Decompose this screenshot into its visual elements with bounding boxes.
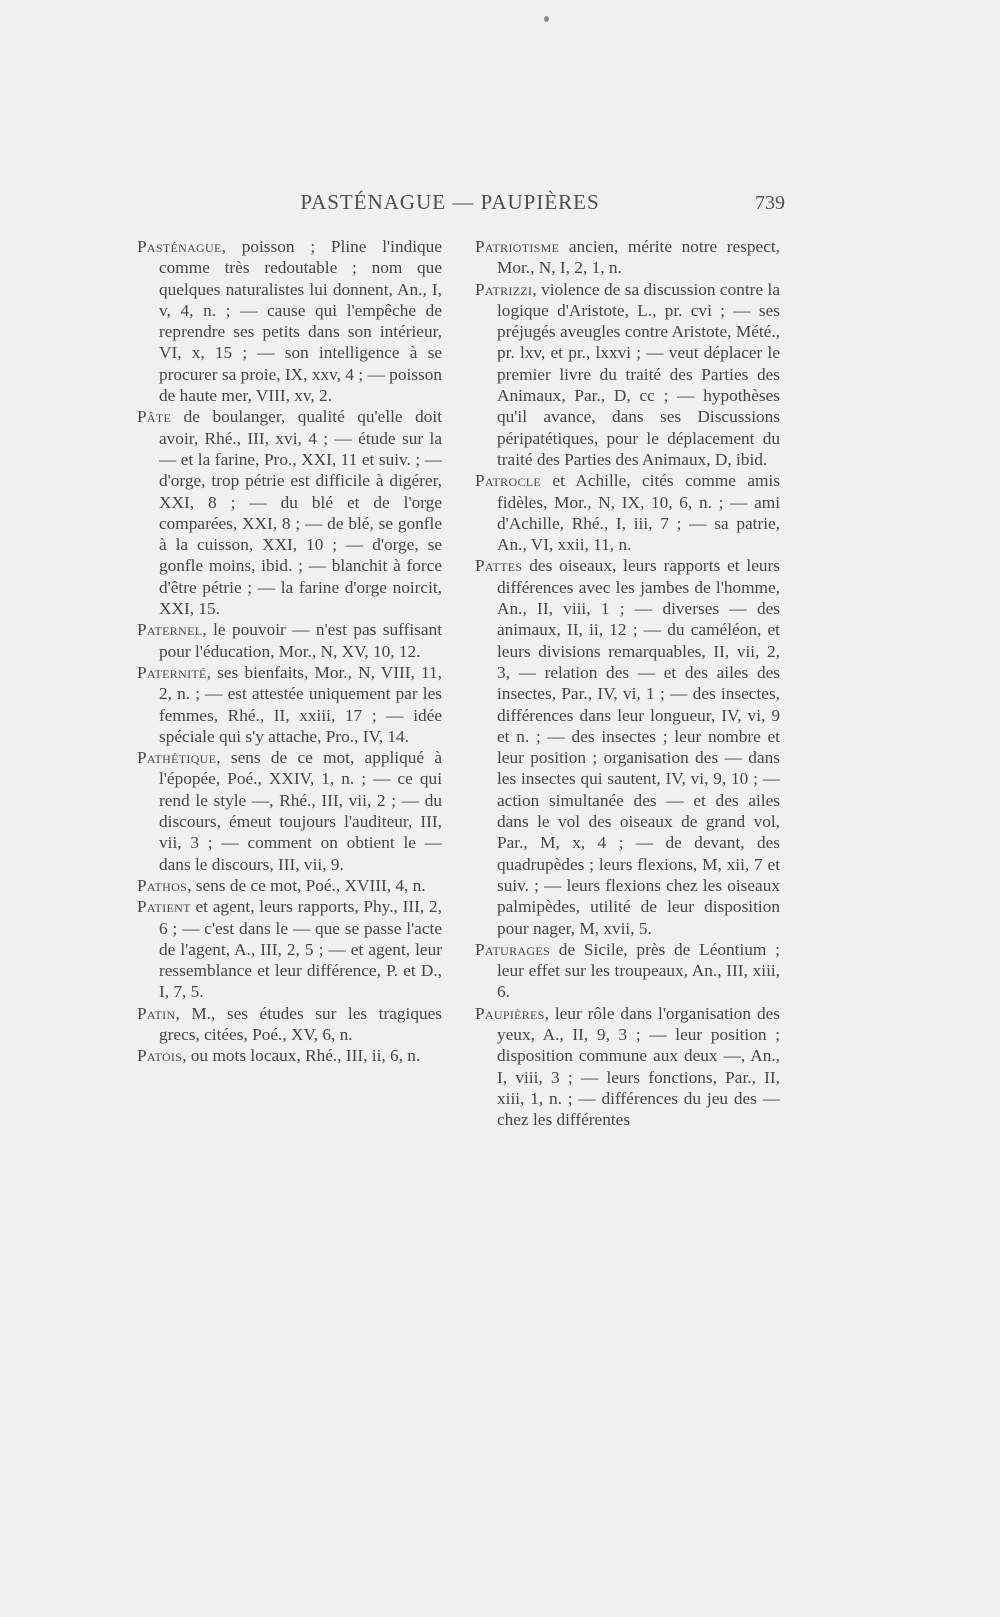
entry-headword: Paternel [137, 620, 203, 640]
index-entry [475, 236, 780, 279]
index-entry [475, 470, 780, 555]
entry-headword: Pathétique [137, 748, 217, 768]
entry-text: de Sicile, près de Léontium ; leur effet sur les troupeaux, An., III, xiii, 6. [497, 939, 780, 1002]
entry-headword: Patin [137, 1003, 176, 1023]
entry-headword: Patois [137, 1046, 183, 1066]
entry-text: , ses bienfaits, Mor., N, VIII, 11, 2, n. ; — est attestée uniquement par les femmes, Rhé., II, xxiii, 17 ; — idée spéciale qui s'y attache, Pro., IV, 14. [159, 662, 442, 746]
entry-headword: Patient [137, 897, 191, 917]
entry-headword: Pasténague [137, 237, 222, 256]
index-entry [137, 1045, 442, 1066]
index-entry [137, 406, 442, 619]
entry-text: , sens de ce mot, Poé., XVIII, 4, n. [187, 875, 426, 895]
entry-headword: Patrocle [475, 471, 542, 491]
entry-text: et Achille, cités comme amis fidèles, Mor., N, IX, 10, 6, n. ; — ami d'Achille, Rhé., I, iii, 7 ; — sa patrie, An., VI, xxii, 11, n. [497, 471, 780, 555]
entry-headword: Patriotisme [475, 237, 560, 256]
entry-headword: Paternité [137, 662, 207, 682]
index-entry [475, 1003, 780, 1131]
right-column [475, 236, 780, 1130]
entry-headword: Pâte [137, 407, 172, 427]
entry-text: des oiseaux, leurs rapports et leurs différences avec les jambes de l'homme, An., II, viii, 1 ; — diverses — des animaux, II, ii, 12 ; — du caméléon, et leurs divisions remarquables, II, vii, 2, 3, — relation des — et des ailes des insectes, Par., IV, vi, 1 ; — des insectes, différences dans leur longueur, IV, vi, 9 et n. ; — des insectes ; leur nombre et leur position ; organisation des — dans les insectes qui sautent, IV, vi, 9, 10 ; — action simultanée des — et des ailes dans le vol des oiseaux de grand vol, Par., M, x, 4 ; — de devant, des quadrupèdes ; leurs flexions, M, xii, 7 et suiv. ; — leurs flexions chez les oiseaux palmipèdes, utilité de leur disposition pour nager, M, xvii, 5. [497, 556, 780, 938]
index-entry [137, 236, 442, 406]
index-entry [137, 619, 442, 662]
entry-text: , M., ses études sur les tragiques grecs, citées, Poé., XV, 6, n. [159, 1003, 442, 1044]
entry-headword: Paupières [475, 1003, 545, 1023]
print-speck [544, 16, 549, 22]
entry-headword: Pattes [475, 556, 523, 576]
running-head: PASTÉNAGUE — PAUPIÈRES [300, 190, 600, 214]
index-entry [475, 939, 780, 1003]
entry-text: de boulanger, qualité qu'elle doit avoir, Rhé., III, xvi, 4 ; — étude sur la — et la farine, Pro., XXI, 11 et suiv. ; — d'orge, trop pétrie est difficile à digérer, XXI, 8 ; — du blé et de l'orge comparées, XXI, 8 ; — de blé, se gonfle à la cuisson, XXI, 10 ; — d'orge, se gonfle moins, ibid. ; — blanchit à force d'être pétrie ; — la farine d'orge noircit, XXI, 15. [159, 407, 442, 619]
page-number: 739 [755, 192, 785, 214]
entry-text: , ou mots locaux, Rhé., III, ii, 6, n. [182, 1046, 421, 1066]
index-entry [137, 662, 442, 747]
entry-headword: Paturages [475, 939, 550, 959]
entry-headword: Pathos [137, 875, 188, 895]
index-entry [475, 279, 780, 471]
entry-text: et agent, leurs rapports, Phy., III, 2, 6 ; — c'est dans le — que se passe l'acte de l'agent, A., III, 2, 5 ; — et agent, leur ressemblance et leur différence, P. et D., I, 7, 5. [159, 897, 442, 1002]
index-entry [137, 875, 442, 896]
index-entry [137, 1003, 442, 1046]
index-entry [475, 555, 780, 938]
index-entry [137, 896, 442, 1002]
entry-text: , violence de sa discussion contre la logique d'Aristote, L., pr. cvi ; — ses préjugés aveugles contre Aristote, Mété., pr. lxv, et pr., lxxvi ; — veut déplacer le premier livre du traité des Parties des Animaux, Par., D, cc ; — hypothèses qu'il avance, dans ses Discussions péripatétiques, pour le déplacement du traité des Parties des Animaux, D, ibid. [497, 279, 780, 469]
entry-text: ancien, mérite notre respect, Mor., N, I, 2, 1, n. [497, 237, 780, 278]
entry-text: , poisson ; Pline l'indique comme très redoutable ; nom que quelques naturalistes lui donnent, An., I, v, 4, n. ; — cause qui l'empêche de reprendre ses petits dans son intérieur, VI, x, 15 ; — son intelligence à se procurer sa proie, IX, xxv, 4 ; — poisson de haute mer, VIII, xv, 2. [159, 237, 442, 406]
entry-text: , leur rôle dans l'organisation des yeux, A., II, 9, 3 ; — leur position ; disposition commune aux deux —, An., I, viii, 3 ; — leurs fonctions, Par., II, xiii, 1, n. ; — différences du jeu des — chez les différentes [497, 1003, 780, 1130]
entry-headword: Patrizzi [475, 279, 533, 299]
index-entry [137, 747, 442, 875]
left-column [137, 236, 442, 1067]
entry-text: , le pouvoir — n'est pas suffisant pour l'éducation, Mor., N, XV, 10, 12. [159, 620, 442, 661]
entry-text: , sens de ce mot, appliqué à l'épopée, Poé., XXIV, 1, n. ; — ce qui rend le style —, Rhé., III, vii, 2 ; — du discours, émeut toujours l'auditeur, III, vii, 3 ; — comment on obtient le — dans le discours, III, vii, 9. [159, 748, 442, 874]
